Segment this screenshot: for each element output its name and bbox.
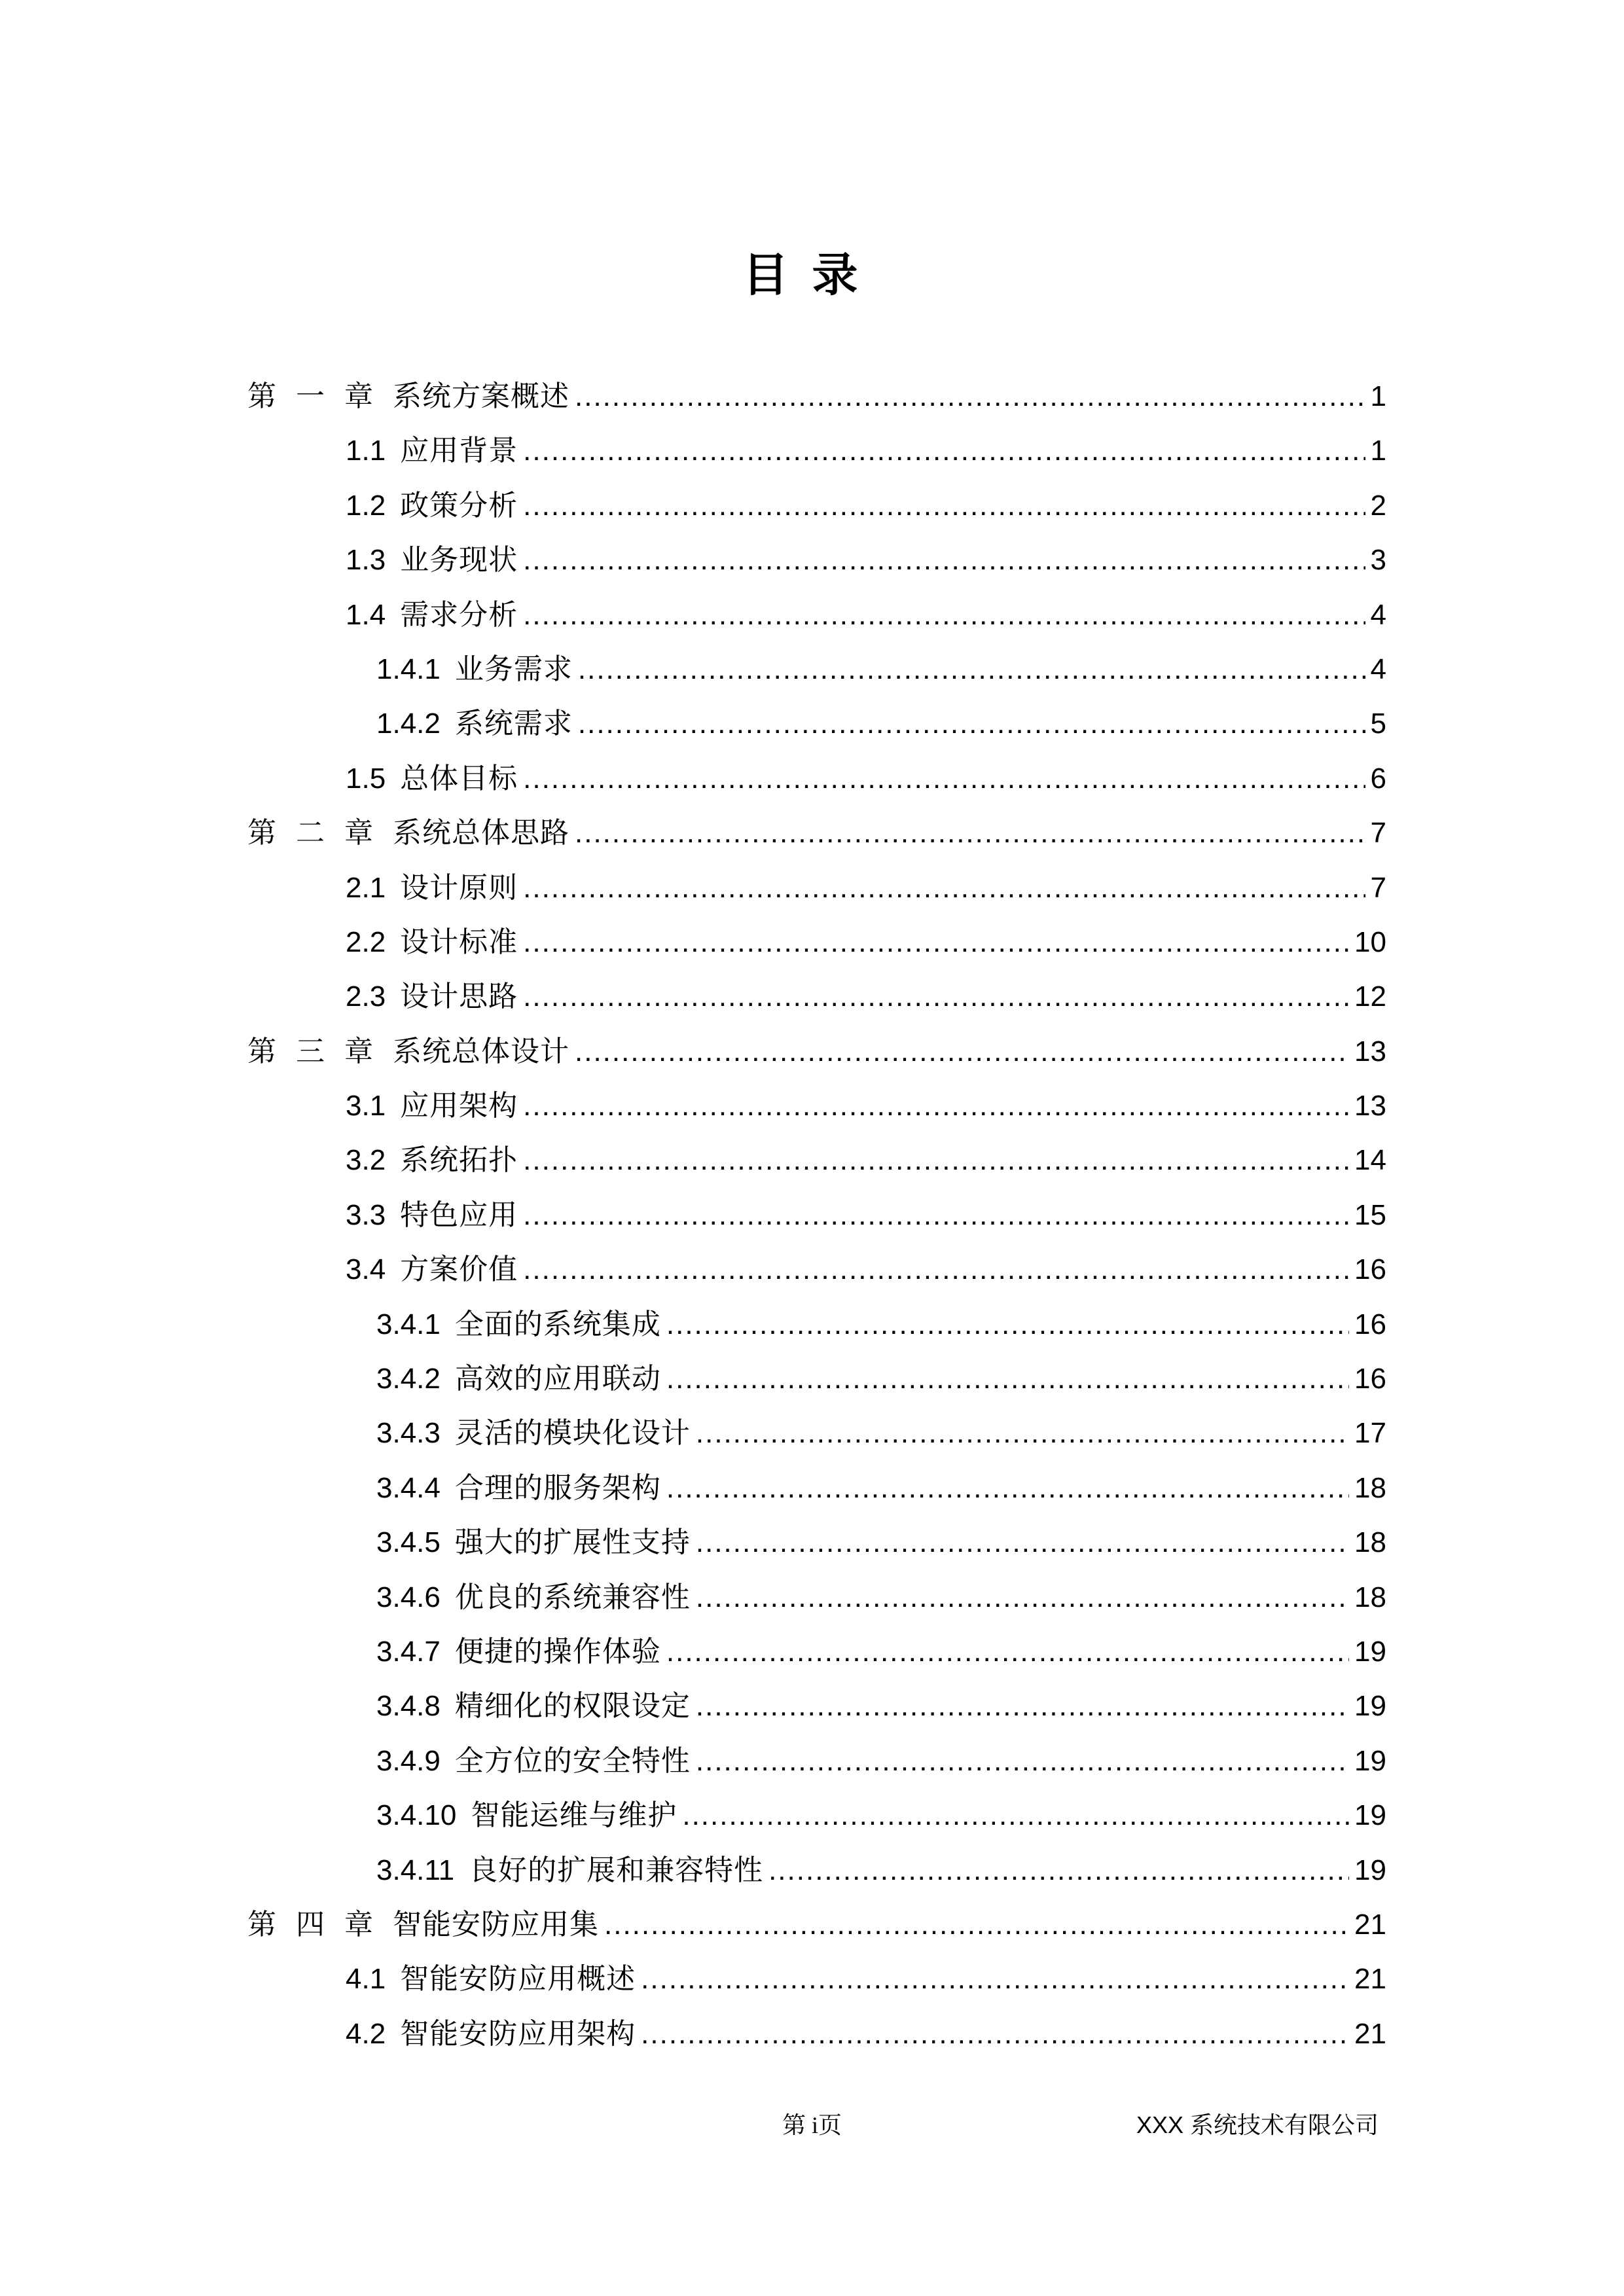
toc-entry-title: 智能安防应用架构 (400, 2017, 636, 2051)
toc-dot-leader (523, 1242, 1349, 1297)
toc-entry-title: 设计思路 (400, 980, 518, 1014)
toc-entry-number: 1.3 (346, 544, 386, 577)
toc-entry-page: 5 (1370, 708, 1386, 740)
toc-entry-page: 19 (1354, 1854, 1386, 1886)
toc-entry-page: 18 (1354, 1581, 1386, 1613)
toc-entry[interactable] (247, 1024, 1386, 1079)
toc-entry-title: 业务需求 (454, 652, 573, 686)
toc-entry-title: 全面的系统集成 (454, 1307, 661, 1341)
toc-entry-page: 17 (1354, 1417, 1386, 1450)
toc-entry[interactable] (247, 423, 1386, 478)
toc-entry-number: 2.3 (346, 980, 386, 1013)
toc-entry[interactable] (247, 1788, 1386, 1842)
toc-entry-title: 应用背景 (400, 434, 518, 468)
toc-entry-title: 方案价值 (400, 1253, 518, 1287)
toc-entry-title: 良好的扩展和兼容特性 (469, 1853, 764, 1887)
toc-entry-title: 智能安防应用集 (393, 1907, 599, 1941)
toc-entry[interactable] (247, 915, 1386, 969)
toc-entry[interactable] (247, 751, 1386, 806)
toc-dot-leader (523, 478, 1365, 533)
toc-entry-title: 高效的应用联动 (454, 1362, 661, 1396)
toc-dot-leader (578, 642, 1365, 696)
toc-dot-leader (696, 1570, 1349, 1624)
toc-entry-page: 18 (1354, 1526, 1386, 1559)
footer-page-number: 第 i页 (782, 2112, 842, 2138)
toc-entry-title: 智能安防应用概述 (400, 1962, 636, 1996)
toc-entry-page: 21 (1354, 2017, 1386, 2050)
toc-entry[interactable] (247, 1242, 1386, 1297)
toc-entry-page: 19 (1354, 1635, 1386, 1668)
toc-dot-leader (696, 1515, 1349, 1570)
toc-entry[interactable] (247, 1188, 1386, 1242)
toc-entry-page: 12 (1354, 980, 1386, 1013)
toc-dot-leader (682, 1788, 1349, 1842)
toc-entry-title: 总体目标 (400, 761, 518, 795)
toc-dot-leader (666, 1461, 1349, 1515)
toc-entry-page: 15 (1354, 1198, 1386, 1231)
toc-entry-title: 政策分析 (400, 488, 518, 522)
toc-dot-leader (696, 1679, 1349, 1733)
toc-dot-leader (523, 423, 1365, 478)
toc-entry[interactable] (247, 1679, 1386, 1733)
toc-entry-number: 2.1 (346, 871, 386, 904)
toc-entry[interactable] (247, 1624, 1386, 1679)
toc-dot-leader (523, 969, 1349, 1024)
toc-entry-page: 2 (1370, 489, 1386, 522)
toc-dot-leader (523, 751, 1365, 806)
toc-entry-page: 19 (1354, 1799, 1386, 1832)
toc-dot-leader (666, 1624, 1349, 1679)
toc-dot-leader (575, 806, 1365, 860)
toc-dot-leader (666, 1297, 1349, 1352)
toc-entry-title: 应用架构 (400, 1089, 518, 1123)
toc-entry[interactable] (247, 588, 1386, 642)
toc-entry[interactable] (247, 1352, 1386, 1406)
toc-dot-leader (604, 1897, 1349, 1952)
toc-entry-title: 设计原则 (400, 870, 518, 905)
toc-entry-number: 3.4.5 (376, 1526, 441, 1559)
toc-entry[interactable] (247, 1515, 1386, 1570)
toc-entry-number: 1.2 (346, 489, 386, 522)
toc-entry[interactable] (247, 1297, 1386, 1352)
toc-entry[interactable] (247, 1570, 1386, 1624)
toc-dot-leader (523, 861, 1365, 915)
toc-entry-number: 3.4.11 (376, 1854, 455, 1886)
toc-entry-number: 4.1 (346, 1963, 386, 1996)
toc-entry-page: 1 (1370, 435, 1386, 467)
toc-entry-number: 第四章 (247, 1908, 393, 1941)
toc-entry-title: 强大的扩展性支持 (454, 1526, 691, 1560)
toc-dot-leader (578, 696, 1365, 751)
toc-entry-number: 1.1 (346, 435, 386, 467)
toc-entry[interactable] (247, 1406, 1386, 1460)
toc-entry-page: 16 (1354, 1253, 1386, 1286)
toc-entry-number: 4.2 (346, 2017, 386, 2050)
page-title: 目录 (742, 248, 882, 302)
toc-entry-number: 3.3 (346, 1198, 386, 1231)
toc-entry-title: 智能运维与维护 (471, 1799, 677, 1833)
toc-dot-leader (523, 533, 1365, 587)
toc-dot-leader (523, 1188, 1349, 1242)
toc-entry-title: 系统总体设计 (393, 1034, 569, 1068)
toc-entry[interactable] (247, 1952, 1386, 2006)
toc-entry-number: 3.4.2 (376, 1363, 441, 1395)
toc-entry-page: 7 (1370, 817, 1386, 850)
toc-entry[interactable] (247, 478, 1386, 533)
toc-entry-page: 21 (1354, 1908, 1386, 1941)
toc-entry-number: 第一章 (247, 380, 393, 412)
toc-entry-number: 3.4.3 (376, 1417, 441, 1450)
toc-dot-leader (768, 1843, 1349, 1897)
toc-entry-title: 合理的服务架构 (454, 1471, 661, 1505)
toc-entry-title: 灵活的模块化设计 (454, 1416, 691, 1450)
toc-entry-page: 19 (1354, 1744, 1386, 1777)
toc-entry[interactable] (247, 1133, 1386, 1187)
toc-entry[interactable] (247, 806, 1386, 860)
toc-dot-leader (696, 1734, 1349, 1788)
toc-entry[interactable] (247, 533, 1386, 587)
toc-entry-page: 13 (1354, 1035, 1386, 1067)
toc-entry-page: 14 (1354, 1144, 1386, 1177)
toc-entry-number: 3.4.6 (376, 1581, 441, 1613)
toc-entry-number: 3.4.7 (376, 1635, 441, 1668)
toc-entry-page: 10 (1354, 925, 1386, 958)
toc-entry-number: 3.4.1 (376, 1308, 441, 1340)
toc-entry[interactable] (247, 1734, 1386, 1788)
toc-entry-number: 3.1 (346, 1090, 386, 1122)
toc-dot-leader (641, 1952, 1349, 2006)
toc-entry-page: 13 (1354, 1090, 1386, 1122)
footer-company-name: XXX 系统技术有限公司 (1136, 2111, 1379, 2138)
toc-entry-number: 1.5 (346, 762, 386, 795)
toc-entry-page: 7 (1370, 871, 1386, 904)
toc-entry[interactable] (247, 1897, 1386, 1952)
toc-dot-leader (575, 1024, 1349, 1079)
toc-entry[interactable] (247, 1079, 1386, 1133)
toc-entry-page: 4 (1370, 653, 1386, 685)
toc-entry[interactable] (247, 969, 1386, 1024)
toc-entry-title: 设计标准 (400, 925, 518, 959)
toc-entry-title: 特色应用 (400, 1198, 518, 1232)
toc-entry-number: 2.2 (346, 925, 386, 958)
toc-dot-leader (696, 1406, 1349, 1460)
toc-entry[interactable] (247, 1461, 1386, 1515)
toc-entry-title: 系统总体思路 (393, 816, 569, 850)
toc-entry-number: 3.4.8 (376, 1690, 441, 1723)
toc-entry-page: 4 (1370, 598, 1386, 631)
toc-dot-leader (575, 369, 1365, 423)
toc-entry-page: 6 (1370, 762, 1386, 795)
toc-entry-title: 系统方案概述 (393, 380, 569, 413)
toc-entry-page: 21 (1354, 1963, 1386, 1996)
toc-entry-title: 系统拓扑 (400, 1143, 518, 1177)
toc-entry[interactable] (247, 2007, 1386, 2061)
toc-entry-title: 全方位的安全特性 (454, 1744, 691, 1778)
toc-entry-page: 16 (1354, 1363, 1386, 1395)
toc-dot-leader (523, 1133, 1349, 1187)
toc-entry-page: 1 (1370, 380, 1386, 412)
toc-entry-title: 需求分析 (400, 598, 518, 632)
toc-entry-title: 精细化的权限设定 (454, 1689, 691, 1723)
toc-dot-leader (666, 1352, 1349, 1406)
toc-entry-page: 3 (1370, 544, 1386, 577)
toc-dot-leader (523, 915, 1349, 969)
toc-dot-leader (523, 1079, 1349, 1133)
toc-entry-page: 19 (1354, 1690, 1386, 1723)
toc-entry[interactable] (247, 1843, 1386, 1897)
toc-entry-number: 1.4.2 (376, 708, 441, 740)
toc-entry[interactable] (247, 696, 1386, 751)
toc-entry-title: 优良的系统兼容性 (454, 1580, 691, 1614)
table-of-contents (247, 369, 1386, 2061)
toc-entry-number: 3.4.4 (376, 1471, 441, 1504)
toc-entry-number: 3.4.9 (376, 1744, 441, 1777)
toc-dot-leader (641, 2007, 1349, 2061)
toc-entry[interactable] (247, 861, 1386, 915)
toc-entry-number: 1.4.1 (376, 653, 441, 685)
toc-entry-title: 业务现状 (400, 543, 518, 577)
toc-entry-page: 16 (1354, 1308, 1386, 1340)
toc-entry-number: 1.4 (346, 598, 386, 631)
toc-entry-number: 第三章 (247, 1035, 393, 1067)
toc-entry[interactable] (247, 369, 1386, 423)
toc-entry-page: 18 (1354, 1471, 1386, 1504)
toc-dot-leader (523, 588, 1365, 642)
toc-entry[interactable] (247, 642, 1386, 696)
toc-entry-title: 系统需求 (454, 707, 573, 741)
toc-entry-number: 3.4.10 (376, 1799, 457, 1832)
toc-entry-number: 3.4 (346, 1253, 386, 1286)
toc-entry-number: 第二章 (247, 817, 393, 850)
toc-entry-title: 便捷的操作体验 (454, 1634, 661, 1668)
toc-entry-number: 3.2 (346, 1144, 386, 1177)
